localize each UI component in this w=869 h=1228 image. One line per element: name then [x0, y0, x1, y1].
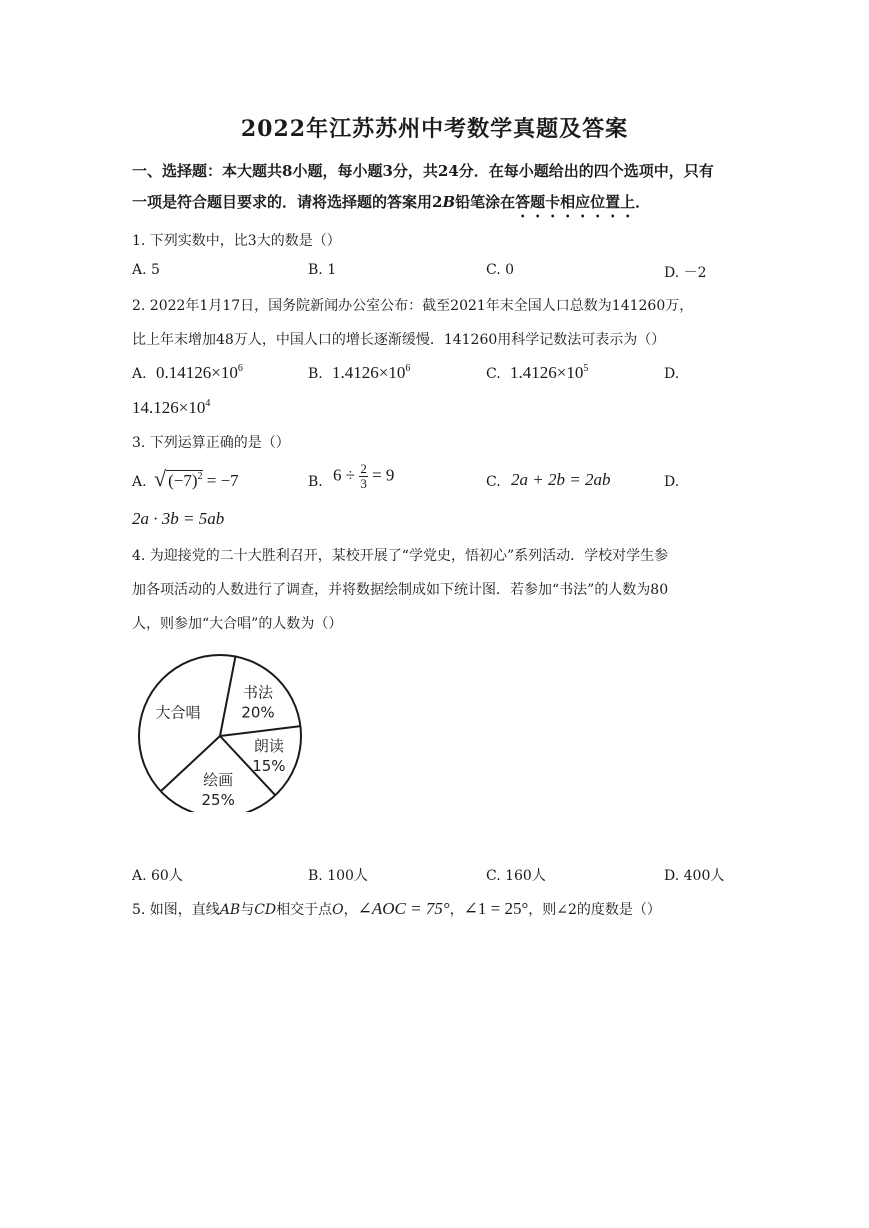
q2-a-exp: 6	[237, 363, 243, 374]
radicand	[166, 470, 202, 490]
q2-stem-line1: 2. 2022年1月17日，国务院新闻办公室公布：截至2021年末全国人口总数为141260万，	[132, 298, 694, 314]
pie-slice-name: 大合唱	[155, 703, 201, 722]
q2-stem-line2: 比上年末增加48万人，中国人口的增长逐渐缓慢．141260用科学记数法可表示为（）	[132, 332, 666, 348]
line-cd: CD	[254, 902, 277, 918]
q3-label-d: D.	[664, 474, 680, 490]
q4-stem-line1: 4. 为迎接党的二十大胜利召开，某校开展了“学党史，悟初心”系列活动．学校对学生参	[132, 548, 669, 564]
q2-option-a	[156, 363, 243, 383]
q4-option-d: D. 400人	[664, 868, 725, 884]
pie-chart	[136, 652, 306, 812]
q2-d-base: 14.126×10	[132, 398, 206, 417]
section-line2-end: ．	[635, 193, 651, 211]
q3-b-rhs: = 9	[372, 465, 395, 485]
pie-slice-name: 朗读	[253, 736, 284, 755]
q2-b-exp: 6	[405, 363, 411, 374]
q3-option-a	[154, 466, 239, 492]
q4-option-c: C. 160人	[486, 868, 546, 884]
pencil-grade: B	[442, 193, 456, 211]
q5-text-3: 相交于点	[276, 902, 333, 918]
sqrt-expression	[154, 466, 203, 492]
q1-option-c: C. 0	[486, 262, 515, 278]
q5-text-1: 5. 如图，直线	[132, 902, 220, 918]
q5-text-2: 与	[240, 902, 255, 918]
q2-option-d	[132, 398, 210, 418]
pie-slice-percent: 20%	[241, 703, 275, 722]
q3-label-c: C.	[486, 474, 501, 490]
section-header-line1: 一、选择题：本大题共8小题，每小题3分，共24分．在每小题给出的四个选项中，只有	[132, 162, 714, 180]
q2-option-c	[510, 363, 588, 383]
angle-aoc: ∠AOC = 75°	[357, 899, 450, 918]
q3-label-b: B.	[308, 474, 323, 490]
q5-text-4: ，	[343, 902, 358, 918]
q1-option-a: A. 5	[132, 262, 160, 278]
emphasis-answer-sheet: 答题卡相应位置上	[515, 193, 636, 211]
q2-c-exp: 5	[583, 363, 589, 374]
pie-slice-percent: 25%	[201, 790, 235, 809]
q2-d-exp: 4	[205, 398, 211, 409]
fraction	[359, 462, 368, 491]
q1-stem: 1. 下列实数中，比3大的数是（）	[132, 233, 341, 249]
q2-label-c: C.	[486, 366, 501, 382]
q5-stem	[132, 899, 661, 919]
section-line2-text-b: 铅笔涂在	[455, 193, 516, 211]
q2-option-b	[332, 363, 410, 383]
section-header-line2	[132, 191, 650, 221]
fraction-numerator: 2	[360, 461, 367, 476]
page-title: 2022年江苏苏州中考数学真题及答案	[240, 116, 629, 142]
line-ab: AB	[219, 902, 241, 918]
q1-option-b: B. 1	[308, 262, 337, 278]
q3-a-rhs: = −7	[206, 471, 239, 490]
q2-b-base: 1.4126×10	[332, 363, 406, 382]
point-o: O	[332, 902, 344, 918]
pie-slice-name: 绘画	[203, 770, 234, 789]
q3-a-inner: (−7)	[168, 471, 198, 490]
q2-a-base: 0.14126×10	[156, 363, 238, 382]
radical-sign: √	[154, 466, 167, 491]
angle-1: ∠1 = 25°	[463, 899, 529, 918]
q4-stem-line2: 加各项活动的人数进行了调查，并将数据绘制成如下统计图．若参加“书法”的人数为80	[132, 582, 669, 598]
pie-slice-percent: 15%	[252, 756, 286, 775]
q4-stem-line3: 人，则参加“大合唱”的人数为（）	[132, 616, 343, 632]
q3-label-a: A.	[132, 474, 147, 490]
q1-option-d: D. －2	[664, 265, 707, 281]
q3-option-c: 2a + 2b = 2ab	[511, 470, 611, 489]
q3-option-b	[333, 462, 394, 491]
q2-label-d: D.	[664, 366, 680, 382]
q3-b-lhs: 6 ÷	[333, 465, 356, 485]
fraction-denominator: 3	[360, 476, 367, 491]
q5-text-5: ，	[449, 902, 464, 918]
q4-option-a: A. 60人	[132, 868, 183, 884]
q3-stem: 3. 下列运算正确的是（）	[132, 435, 290, 451]
pie-slice-name: 书法	[243, 683, 274, 702]
q5-text-6: ，则∠2的度数是（）	[528, 902, 661, 918]
section-line2-text: 一项是符合题目要求的．请将选择题的答案用2	[132, 193, 443, 211]
q3-option-d: 2a · 3b = 5ab	[132, 509, 225, 528]
q2-label-a: A.	[132, 366, 147, 382]
q2-c-base: 1.4126×10	[510, 363, 584, 382]
q4-option-b: B. 100人	[308, 868, 368, 884]
q2-label-b: B.	[308, 366, 323, 382]
q3-a-exp: 2	[197, 471, 203, 482]
